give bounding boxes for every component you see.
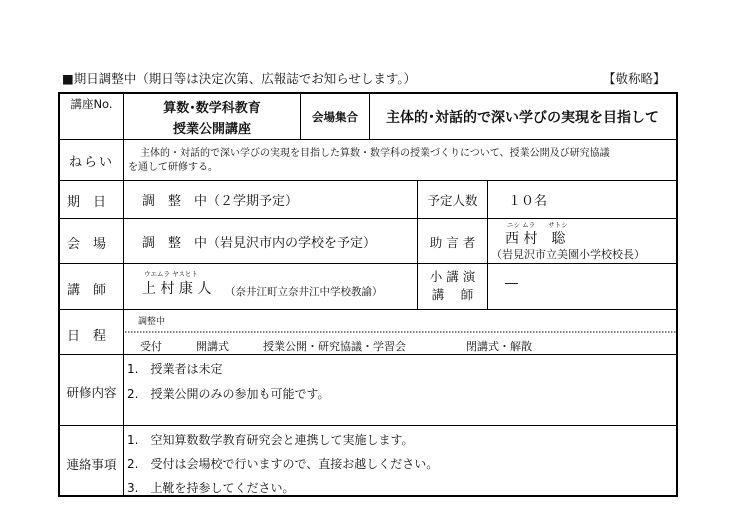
advisor-ruby: ニシ ムラ サトシ [507,221,568,229]
lecturer-label: 講 師 [67,283,107,298]
sub-lecturer-label-line1: 小 講 演 [429,269,476,284]
contact-label: 連絡事項 [66,457,117,472]
contact-item: 2. 受付は会場校で行いますので、直接お越しください。 [127,457,439,471]
schedule-note: ■期日調整中（期日等は決定次第、広報誌でお知らせします。） [62,71,417,86]
schedule-item: 開講式 [196,340,229,353]
schedule-label: 日 程 [67,329,107,344]
aim-text-line1: 主体的・対話的で深い学びの実現を目指した算数・数学科の授業づくりについて、授業公開及び研究協議 [140,148,610,159]
schedule-item: 受付 [140,340,162,353]
sub-lecturer-label-line2: 講 師 [431,287,474,302]
schedule-item: 閉講式・解散 [466,340,532,353]
advisor-affiliation: （岩見沢市立美園小学校校長） [491,248,645,261]
schedule-status: 調整中 [138,317,166,327]
advisor-label: 助 言 者 [429,235,476,250]
advisor-name: 西 村 聡 [505,231,566,247]
venue-label: 会 場 [67,237,107,252]
content-label: 研修内容 [66,385,117,400]
lecturer-affiliation: （奈井江町立奈井江中学校教諭） [225,286,383,298]
capacity-value: １０名 [508,194,548,209]
capacity-label: 予定人数 [427,193,478,208]
schedule-item: 授業公開・研究協議・学習会 [263,340,406,353]
date-label: 期 日 [67,195,107,210]
venue-type: 会場集合 [312,110,358,124]
course-title-line2: 授業公開講座 [172,122,251,137]
course-title-line1: 算数･数学科教育 [163,101,261,116]
content-item: 1. 授業者は未定 [127,362,223,376]
lecturer-ruby: ウエムラ ヤスヒト [144,270,198,278]
honorific-note: 【敬称略】 [603,71,666,86]
course-theme: 主体的･対話的で深い学びの実現を目指して [386,110,659,126]
date-value: 調 整 中（２学期予定） [142,194,299,209]
aim-label: ねらい [68,155,114,170]
course-number-label: 講座No. [70,97,113,111]
contact-item: 1. 空知算数数学教育研究会と連携して実施します。 [127,433,414,447]
lecturer-name: 上 村 康 人 [142,281,212,297]
contact-item: 3. 上靴を持参してください。 [127,481,295,495]
aim-text-line2: を通して研修する。 [128,162,218,173]
venue-value: 調 整 中（岩見沢市内の学校を予定） [142,236,377,251]
content-item: 2. 授業公開のみの参加も可能です。 [127,387,330,401]
sub-lecturer-value: ― [505,276,518,291]
